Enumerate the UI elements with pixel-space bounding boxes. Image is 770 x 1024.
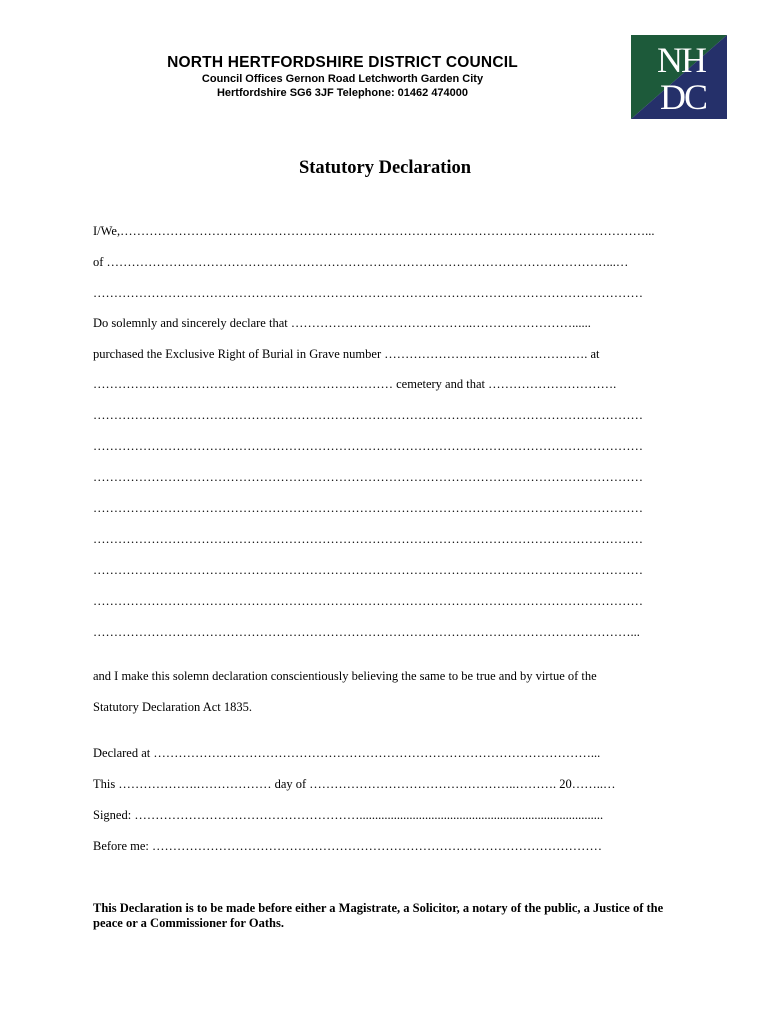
council-header xyxy=(0,54,685,100)
line-declare-that[interactable]: Do solemnly and sincerely declare that ……………………………………..……………………...... xyxy=(93,316,591,330)
blank-declaration-line[interactable]: …………………………………………………………………………………………………………………… xyxy=(93,532,643,546)
witness-field[interactable]: Before me: ……………………………………………………………………………………………… xyxy=(93,839,603,853)
line-grave-number[interactable]: purchased the Exclusive Right of Burial in Grave number …………………………………………. at xyxy=(93,347,600,361)
blank-declaration-line[interactable]: …………………………………………………………………………………………………………………… xyxy=(93,439,643,453)
blank-declaration-line[interactable]: …………………………………………………………………………………………………………………… xyxy=(93,501,643,515)
blank-declaration-line[interactable]: …………………………………………………………………………………………………………………… xyxy=(93,470,643,484)
blank-declaration-line[interactable]: …………………………………………………………………………………………………………………... xyxy=(93,625,640,639)
line-cemetery[interactable]: ……………………………………………………………… cemetery and that …………………………. xyxy=(93,377,617,391)
nhdc-logo xyxy=(631,35,727,119)
declaration-note: This Declaration is to be made before either a Magistrate, a Solicitor, a notary of the public, a Justice of the peace or a Commissioner for Oaths. xyxy=(93,901,664,930)
line-applicant-address[interactable]: of …………………………………………………………………………………………………………...… xyxy=(93,255,629,269)
line-address-continued[interactable]: …………………………………………………………………………………………………………………… xyxy=(93,286,643,300)
blank-declaration-line[interactable]: …………………………………………………………………………………………………………………… xyxy=(93,563,643,577)
declared-at-field[interactable]: Declared at ……………………………………………………………………………………………... xyxy=(93,746,601,760)
date-field[interactable]: This ……………….……………… day of …………………………………………..………. 20……..… xyxy=(93,777,616,791)
council-address-line-1: Council Offices Gernon Road Letchworth Garden City xyxy=(201,73,484,85)
blank-declaration-line[interactable]: …………………………………………………………………………………………………………………… xyxy=(93,408,643,422)
signature-field[interactable]: Signed: ……………………………………………….............................................................................. xyxy=(93,808,604,822)
line-applicant-name[interactable]: I/We,………………………………………………………………………………………………………………... xyxy=(93,224,655,238)
logo-text-top: NH xyxy=(657,40,705,80)
document-title: Statutory Declaration xyxy=(298,158,472,178)
council-address-line-2: Hertfordshire SG6 3JF Telephone: 01462 474000 xyxy=(216,87,469,99)
logo-text-bottom: DC xyxy=(659,77,707,117)
nhdc-logo-graphic xyxy=(631,35,727,119)
statutory-act-text: Statutory Declaration Act 1835. xyxy=(93,700,252,714)
blank-declaration-line[interactable]: …………………………………………………………………………………………………………………… xyxy=(93,594,643,608)
council-name: NORTH HERTFORDSHIRE DISTRICT COUNCIL xyxy=(167,54,518,71)
solemn-declaration-text: and I make this solemn declaration conscientiously believing the same to be true and by virtue of the xyxy=(93,669,597,683)
